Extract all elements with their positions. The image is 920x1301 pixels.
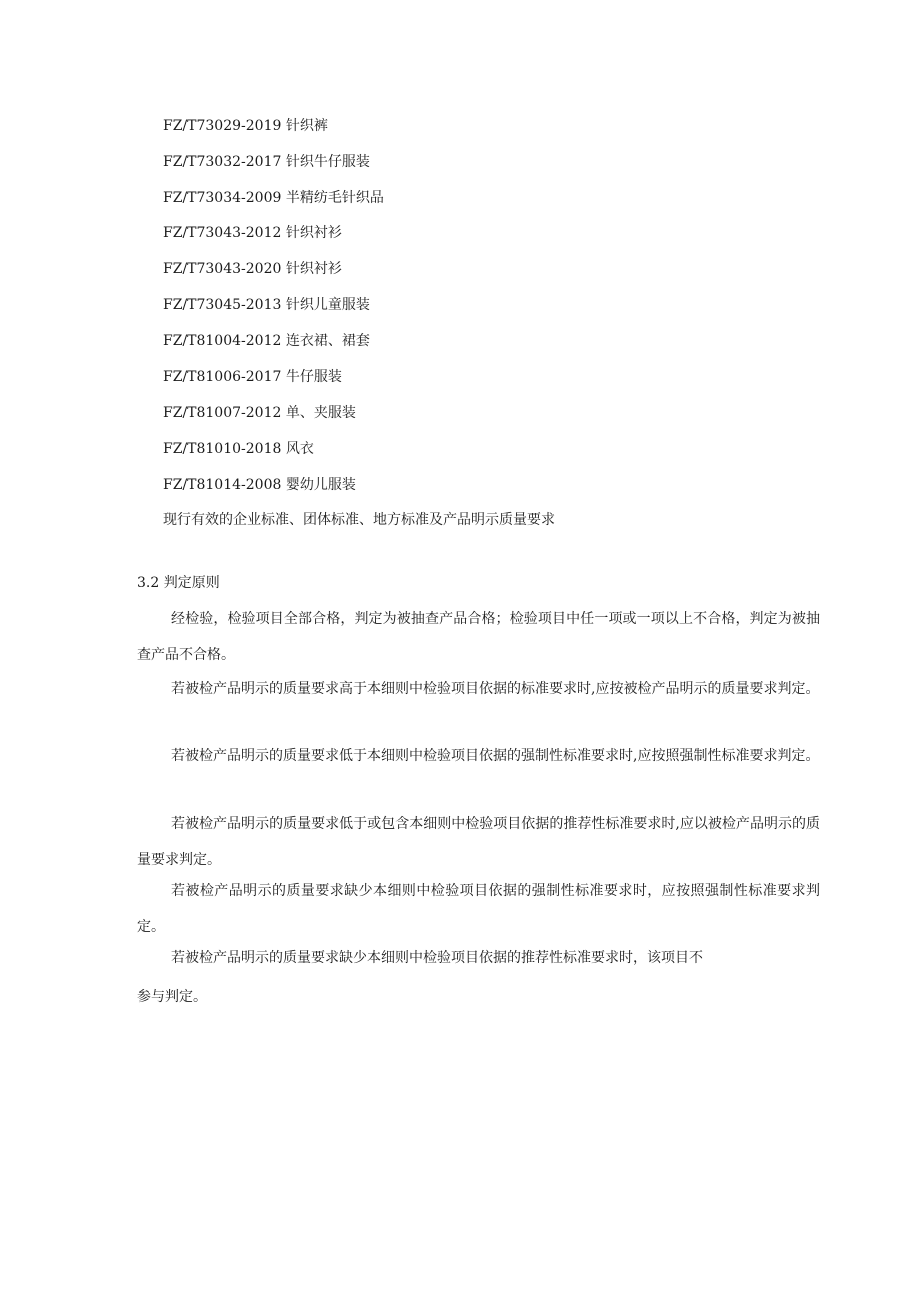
standard-item: FZ/T73034-2009 半精纺毛针织品 (163, 190, 384, 206)
standard-item: FZ/T73032-2017 针织牛仔服装 (163, 154, 370, 170)
paragraph: 若被检产品明示的质量要求低于本细则中检验项目依据的强制性标准要求时,应按照强制性标准要求判定。 (171, 748, 820, 764)
standard-item: FZ/T81006-2017 牛仔服装 (163, 369, 342, 385)
paragraph: 若被检产品明示的质量要求低于或包含本细则中检验项目依据的推荐性标准要求时,应以被检产品明示的质量要求判定。 (137, 816, 820, 868)
standard-item: FZ/T81014-2008 婴幼儿服装 (163, 477, 356, 493)
standard-item: 现行有效的企业标准、团体标准、地方标准及产品明示质量要求 (163, 512, 555, 528)
paragraph: 若被检产品明示的质量要求高于本细则中检验项目依据的标准要求时,应按被检产品明示的质量要求判定。 (171, 681, 820, 697)
standard-item: FZ/T73045-2013 针织儿童服装 (163, 297, 370, 313)
standard-item: FZ/T81007-2012 单、夹服装 (163, 405, 356, 421)
paragraph-continuation: 参与判定。 (137, 989, 207, 1005)
standard-item: FZ/T81010-2018 风衣 (163, 441, 314, 457)
paragraph: 经检验，检验项目全部合格，判定为被抽查产品合格；检验项目中任一项或一项以上不合格，判定为被抽查产品不合格。 (137, 611, 820, 663)
standard-item: FZ/T73043-2012 针织衬衫 (163, 225, 342, 241)
paragraph: 若被检产品明示的质量要求缺少本细则中检验项目依据的强制性标准要求时，应按照强制性标准要求判定。 (137, 883, 820, 935)
section-title: 3.2 判定原则 (137, 575, 220, 591)
paragraph: 若被检产品明示的质量要求缺少本细则中检验项目依据的推荐性标准要求时，该项目不 (171, 950, 703, 966)
standard-item: FZ/T73029-2019 针织裤 (163, 118, 328, 134)
standard-item: FZ/T73043-2020 针织衬衫 (163, 261, 342, 277)
standard-item: FZ/T81004-2012 连衣裙、裙套 (163, 333, 370, 349)
